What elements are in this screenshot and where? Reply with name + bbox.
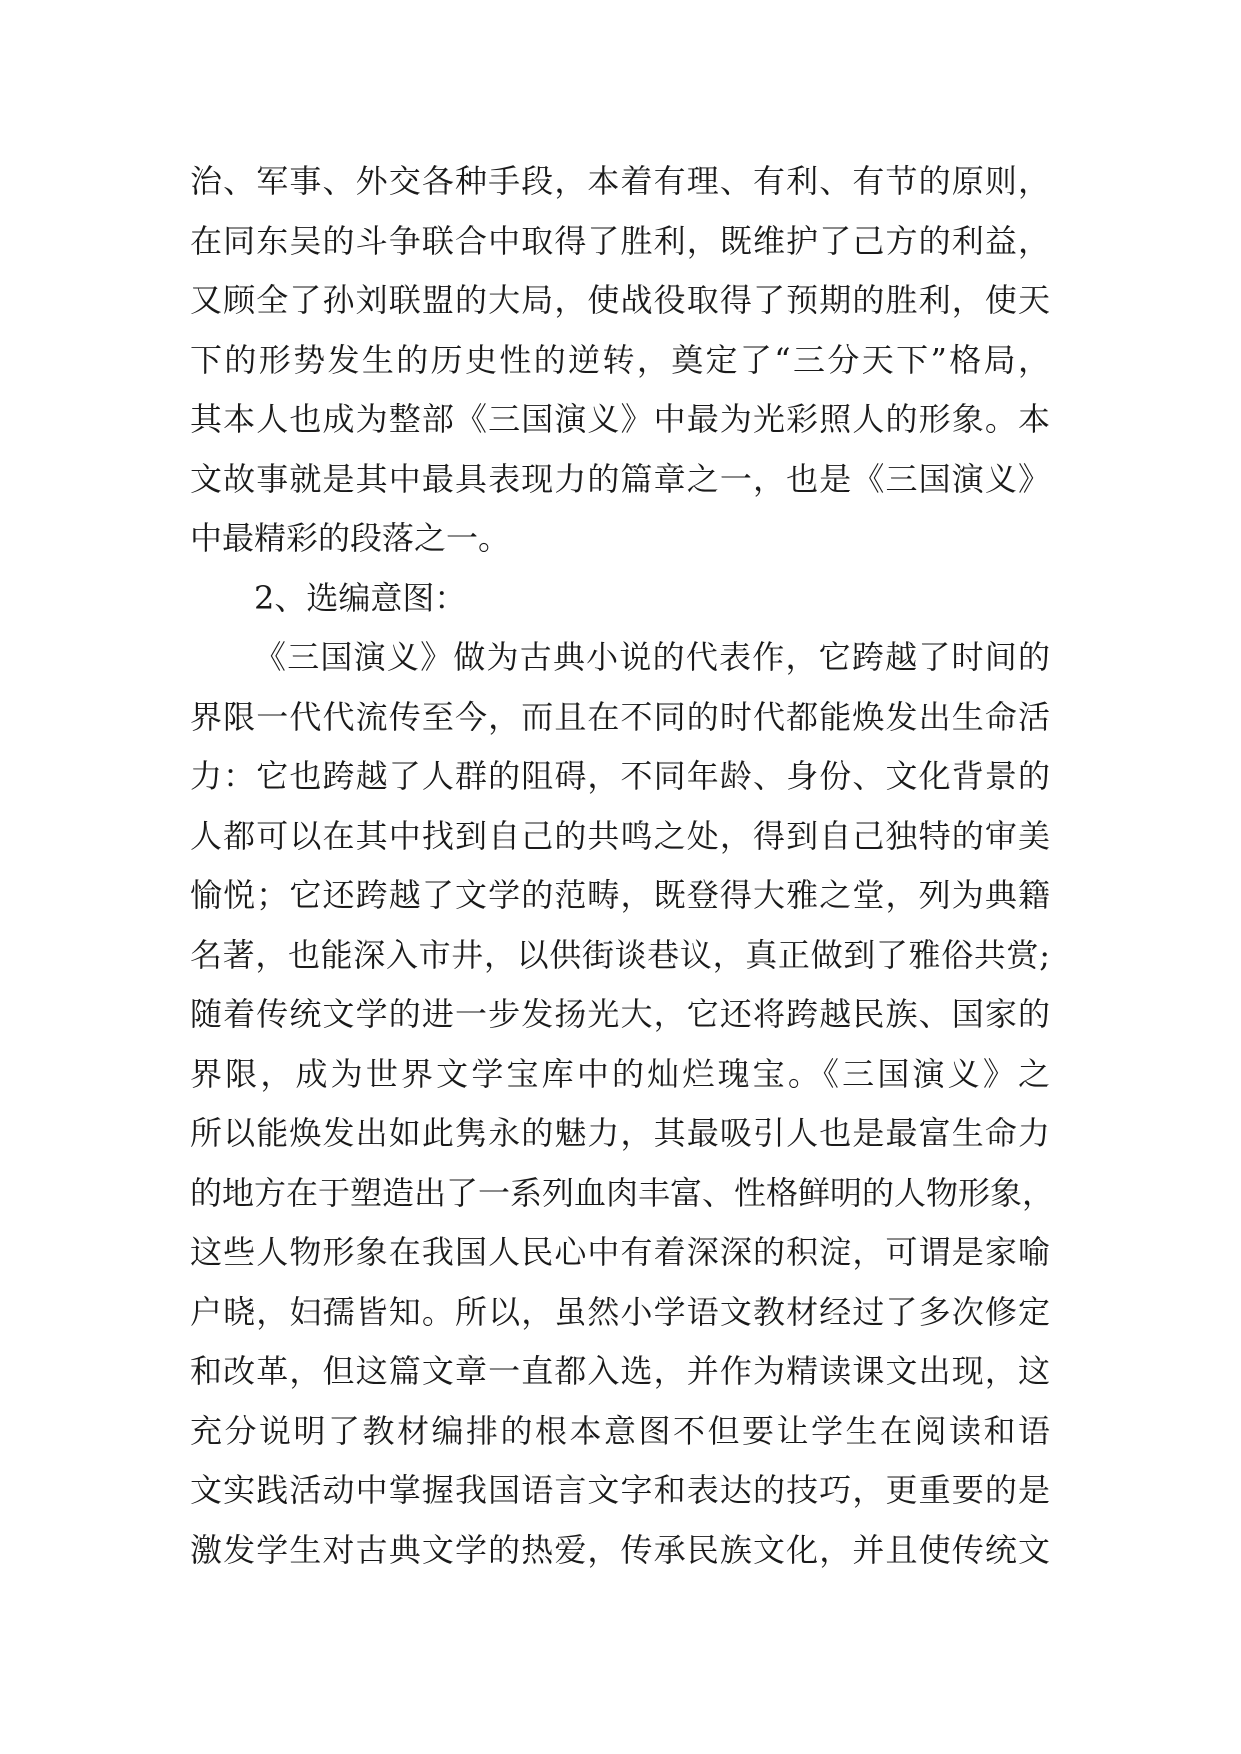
body-text [190, 152, 1055, 1580]
text-line: 其本人也成为整部《三国演义》中最为光彩照人的形象。本 [190, 400, 1050, 438]
text-line: 界限，成为世界文学宝库中的灿烂瑰宝。《三国演义》之 [190, 1054, 1050, 1093]
text-line: 和改革，但这篇文章一直都入选，并作为精读课文出现，这 [190, 1352, 1050, 1390]
text-line: 界限一代代流传至今，而且在不同的时代都能焕发出生命活 [190, 697, 1050, 736]
text-line: 随着传统文学的进一步发扬光大，它还将跨越民族、国家的 [190, 995, 1050, 1033]
text-line: 下的形势发生的历史性的逆转，奠定了“三分天下”格局， [190, 340, 1050, 379]
text-line: 《三国演义》做为古典小说的代表作，它跨越了时间的 [254, 638, 1050, 676]
text-line: 中最精彩的段落之一。 [190, 519, 511, 557]
text-line: 激发学生对古典文学的热爱，传承民族文化，并且使传统文 [190, 1530, 1050, 1569]
text-line: 又顾全了孙刘联盟的大局，使战役取得了预期的胜利，使天 [190, 281, 1050, 319]
text-line: 力：它也跨越了人群的阻碍，不同年龄、身份、文化背景的 [190, 757, 1050, 795]
text-line: 户晓，妇孺皆知。所以，虽然小学语文教材经过了多次修定 [190, 1292, 1050, 1331]
text-line: 治、军事、外交各种手段，本着有理、有利、有节的原则， [190, 162, 1050, 200]
text-line: 所以能焕发出如此隽永的魅力，其最吸引人也是最富生命力 [190, 1114, 1050, 1152]
text-line: 的地方在于塑造出了一系列血肉丰富、性格鲜明的人物形象， [190, 1173, 1055, 1212]
text-line: 在同东吴的斗争联合中取得了胜利，既维护了己方的利益， [190, 221, 1050, 260]
section-heading: 2、选编意图： [254, 578, 467, 617]
text-line: 名著，也能深入市井，以供街谈巷议，真正做到了雅俗共赏; [190, 935, 1050, 974]
text-line: 文实践活动中掌握我国语言文字和表达的技巧，更重要的是 [190, 1471, 1050, 1509]
text-line: 这些人物形象在我国人民心中有着深深的积淀，可谓是家喻 [190, 1233, 1050, 1271]
text-line: 愉悦；它还跨越了文学的范畴，既登得大雅之堂，列为典籍 [190, 876, 1050, 914]
text-line: 文故事就是其中最具表现力的篇章之一，也是《三国演义》 [190, 459, 1050, 498]
text-line: 充分说明了教材编排的根本意图不但要让学生在阅读和语 [190, 1411, 1050, 1450]
text-line: 人都可以在其中找到自己的共鸣之处，得到自己独特的审美 [190, 816, 1050, 855]
